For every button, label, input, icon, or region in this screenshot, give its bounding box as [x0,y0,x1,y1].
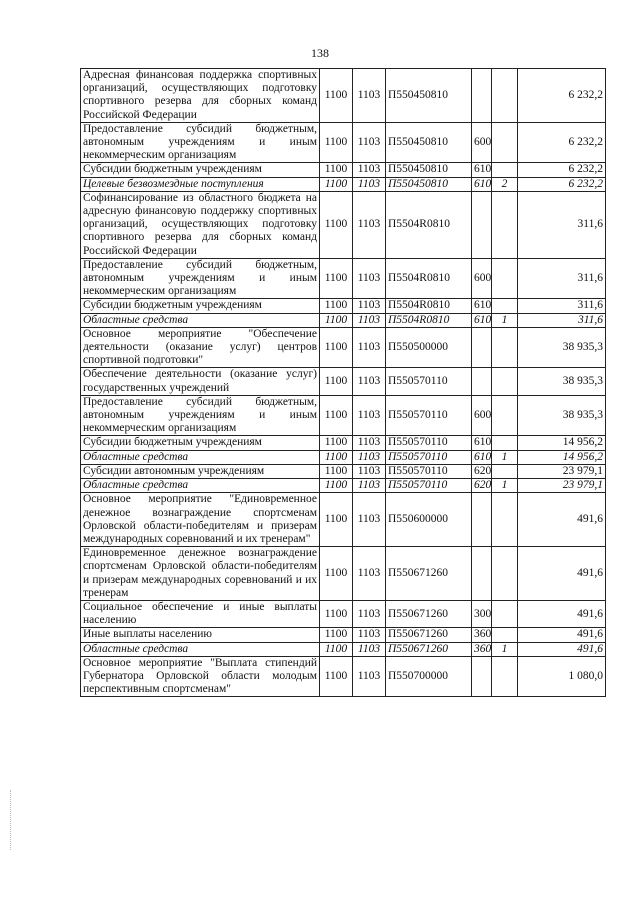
target-article-cell: П550570110 [386,450,472,464]
table-row [81,493,606,547]
table-row [81,656,606,697]
expense-type-cell: 600 [472,395,492,436]
amount-cell: 6 232,2 [518,69,606,123]
expense-type-cell: 610 [472,163,492,177]
item-name-cell: Предоставление субсидий бюджетным, автономным учреждениям и иным некоммерческим организациям [81,258,320,299]
expense-type-cell: 610 [472,436,492,450]
target-article-cell: П550450810 [386,122,472,163]
target-article-cell: П550570110 [386,368,472,395]
expense-type-cell: 620 [472,479,492,493]
section-code-cell: 1100 [320,656,353,697]
target-article-cell: П550570110 [386,436,472,450]
funding-source-cell: 1 [492,450,518,464]
target-article-cell: П550570110 [386,464,472,478]
table-row [81,395,606,436]
target-article-cell: П550570110 [386,395,472,436]
section-code-cell: 1100 [320,547,353,601]
subsection-code-cell: 1103 [353,177,386,191]
amount-cell: 38 935,3 [518,368,606,395]
subsection-code-cell: 1103 [353,600,386,627]
table-row [81,547,606,601]
expense-type-cell: 610 [472,450,492,464]
target-article-cell: П550570110 [386,479,472,493]
expense-type-cell: 300 [472,600,492,627]
item-name-cell: Основное мероприятие "Единовременное денежное вознаграждение спортсменам Орловской области-победителям и призерам международных соревнований и их тренерам" [81,493,320,547]
item-name-cell: Субсидии бюджетным учреждениям [81,299,320,313]
subsection-code-cell: 1103 [353,313,386,327]
amount-cell: 491,6 [518,493,606,547]
subsection-code-cell: 1103 [353,258,386,299]
amount-cell: 491,6 [518,628,606,642]
table-row [81,69,606,123]
funding-source-cell: 1 [492,313,518,327]
section-code-cell: 1100 [320,395,353,436]
amount-cell: 311,6 [518,313,606,327]
target-article-cell: П5504R0810 [386,258,472,299]
section-code-cell: 1100 [320,600,353,627]
item-name-cell: Субсидии автономным учреждениям [81,464,320,478]
target-article-cell: П550700000 [386,656,472,697]
funding-source-cell: 2 [492,177,518,191]
funding-source-cell [492,191,518,258]
section-code-cell: 1100 [320,258,353,299]
table-row [81,313,606,327]
expense-type-cell: 620 [472,464,492,478]
amount-cell: 14 956,2 [518,436,606,450]
funding-source-cell: 1 [492,642,518,656]
funding-source-cell [492,368,518,395]
target-article-cell: П550450810 [386,177,472,191]
funding-source-cell [492,299,518,313]
amount-cell: 1 080,0 [518,656,606,697]
table-row [81,479,606,493]
subsection-code-cell: 1103 [353,493,386,547]
funding-source-cell [492,493,518,547]
item-name-cell: Предоставление субсидий бюджетным, автономным учреждениям и иным некоммерческим организациям [81,395,320,436]
funding-source-cell [492,547,518,601]
table-row [81,464,606,478]
item-name-cell: Субсидии бюджетным учреждениям [81,436,320,450]
section-code-cell: 1100 [320,642,353,656]
funding-source-cell [492,163,518,177]
amount-cell: 6 232,2 [518,177,606,191]
subsection-code-cell: 1103 [353,395,386,436]
item-name-cell: Основное мероприятие "Выплата стипендий Губернатора Орловской области молодым перспективным спортсменам" [81,656,320,697]
amount-cell: 6 232,2 [518,122,606,163]
item-name-cell: Адресная финансовая поддержка спортивных организаций, осуществляющих подготовку спортивного резерва для сборных команд Российской Федерации [81,69,320,123]
target-article-cell: П550600000 [386,493,472,547]
table-row [81,327,606,368]
target-article-cell: П550671260 [386,628,472,642]
amount-cell: 14 956,2 [518,450,606,464]
target-article-cell: П5504R0810 [386,191,472,258]
amount-cell: 491,6 [518,547,606,601]
target-article-cell: П550450810 [386,69,472,123]
section-code-cell: 1100 [320,368,353,395]
table-row [81,299,606,313]
amount-cell: 6 232,2 [518,163,606,177]
expense-type-cell [472,656,492,697]
funding-source-cell: 1 [492,479,518,493]
expense-type-cell: 610 [472,299,492,313]
funding-source-cell [492,258,518,299]
subsection-code-cell: 1103 [353,547,386,601]
funding-source-cell [492,436,518,450]
item-name-cell: Целевые безвозмездные поступления [81,177,320,191]
item-name-cell: Обеспечение деятельности (оказание услуг) государственных учреждений [81,368,320,395]
subsection-code-cell: 1103 [353,479,386,493]
page-number: 138 [311,46,329,60]
section-code-cell: 1100 [320,436,353,450]
expense-type-cell [472,493,492,547]
funding-source-cell [492,327,518,368]
item-name-cell: Областные средства [81,313,320,327]
budget-table [80,68,606,697]
target-article-cell: П550671260 [386,547,472,601]
target-article-cell: П550671260 [386,600,472,627]
subsection-code-cell: 1103 [353,628,386,642]
subsection-code-cell: 1103 [353,450,386,464]
amount-cell: 23 979,1 [518,464,606,478]
expense-type-cell [472,547,492,601]
section-code-cell: 1100 [320,493,353,547]
subsection-code-cell: 1103 [353,327,386,368]
section-code-cell: 1100 [320,327,353,368]
section-code-cell: 1100 [320,628,353,642]
table-row [81,122,606,163]
subsection-code-cell: 1103 [353,368,386,395]
table-row [81,642,606,656]
expense-type-cell [472,327,492,368]
subsection-code-cell: 1103 [353,299,386,313]
section-code-cell: 1100 [320,450,353,464]
section-code-cell: 1100 [320,299,353,313]
item-name-cell: Иные выплаты населению [81,628,320,642]
funding-source-cell [492,656,518,697]
subsection-code-cell: 1103 [353,656,386,697]
section-code-cell: 1100 [320,479,353,493]
table-row [81,258,606,299]
table-row [81,450,606,464]
funding-source-cell [492,122,518,163]
item-name-cell: Основное мероприятие "Обеспечение деятельности (оказание услуг) центров спортивной подготовки" [81,327,320,368]
funding-source-cell [492,69,518,123]
section-code-cell: 1100 [320,69,353,123]
item-name-cell: Областные средства [81,479,320,493]
section-code-cell: 1100 [320,122,353,163]
expense-type-cell [472,69,492,123]
subsection-code-cell: 1103 [353,69,386,123]
table-row [81,163,606,177]
table-row [81,436,606,450]
expense-type-cell: 600 [472,258,492,299]
item-name-cell: Субсидии бюджетным учреждениям [81,163,320,177]
subsection-code-cell: 1103 [353,122,386,163]
target-article-cell: П550450810 [386,163,472,177]
subsection-code-cell: 1103 [353,436,386,450]
expense-type-cell: 360 [472,628,492,642]
section-code-cell: 1100 [320,177,353,191]
funding-source-cell [492,395,518,436]
amount-cell: 38 935,3 [518,327,606,368]
expense-type-cell: 610 [472,313,492,327]
target-article-cell: П5504R0810 [386,313,472,327]
subsection-code-cell: 1103 [353,191,386,258]
item-name-cell: Софинансирование из областного бюджета на адресную финансовую поддержку спортивных организаций, осуществляющих подготовку спортивного резерва для сборных команд Российской Федерации [81,191,320,258]
item-name-cell: Областные средства [81,450,320,464]
table-row [81,628,606,642]
target-article-cell: П550500000 [386,327,472,368]
funding-source-cell [492,464,518,478]
margin-mark [10,790,13,850]
expense-type-cell [472,191,492,258]
section-code-cell: 1100 [320,464,353,478]
expense-type-cell: 360 [472,642,492,656]
item-name-cell: Предоставление субсидий бюджетным, автономным учреждениям и иным некоммерческим организациям [81,122,320,163]
item-name-cell: Социальное обеспечение и иные выплаты населению [81,600,320,627]
table-row [81,368,606,395]
amount-cell: 311,6 [518,191,606,258]
amount-cell: 311,6 [518,299,606,313]
section-code-cell: 1100 [320,313,353,327]
expense-type-cell [472,368,492,395]
funding-source-cell [492,600,518,627]
funding-source-cell [492,628,518,642]
section-code-cell: 1100 [320,191,353,258]
expense-type-cell: 600 [472,122,492,163]
subsection-code-cell: 1103 [353,464,386,478]
subsection-code-cell: 1103 [353,642,386,656]
budget-table-body [81,69,606,697]
table-row [81,600,606,627]
section-code-cell: 1100 [320,163,353,177]
amount-cell: 491,6 [518,642,606,656]
item-name-cell: Областные средства [81,642,320,656]
item-name-cell: Единовременное денежное вознаграждение спортсменам Орловской области-победителям и призерам международных соревнований и их тренерам [81,547,320,601]
target-article-cell: П550671260 [386,642,472,656]
amount-cell: 491,6 [518,600,606,627]
expense-type-cell: 610 [472,177,492,191]
target-article-cell: П5504R0810 [386,299,472,313]
table-row [81,177,606,191]
amount-cell: 23 979,1 [518,479,606,493]
amount-cell: 38 935,3 [518,395,606,436]
subsection-code-cell: 1103 [353,163,386,177]
amount-cell: 311,6 [518,258,606,299]
table-row [81,191,606,258]
